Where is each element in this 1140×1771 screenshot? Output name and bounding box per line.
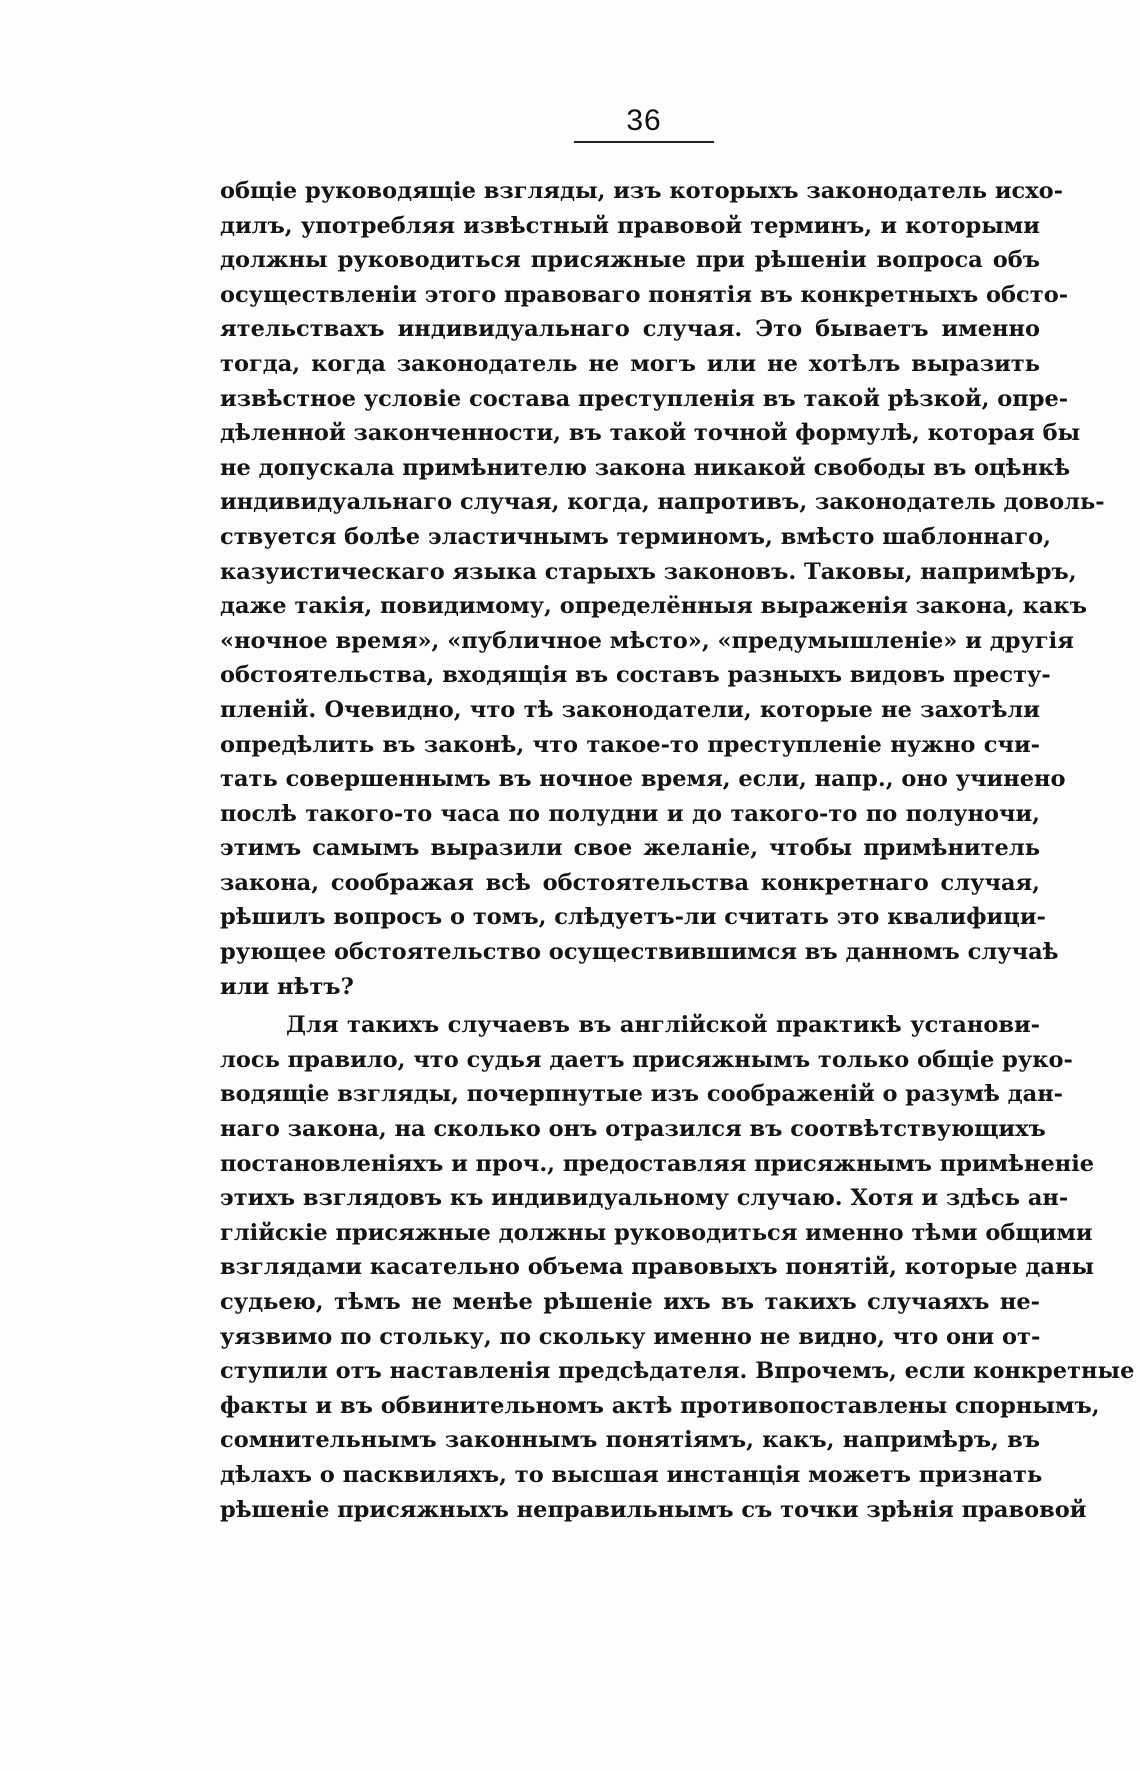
text-line: сомнительнымъ законнымъ понятіямъ, какъ, напримѣръ, въ <box>220 1427 1040 1454</box>
text-line: дилъ, употребляя извѣстный правовой терминъ, и которыми <box>220 212 1040 239</box>
text-line: ствуется болѣе эластичнымъ терминомъ, вмѣсто шаблоннаго, <box>220 523 1051 550</box>
text-line: даже такія, повидимому, определённыя выраженія закона, какъ <box>220 593 1087 620</box>
text-line: водящіе взгляды, почерпнутые изъ соображеній о разумѣ дан- <box>220 1081 1064 1108</box>
text-line: пленій. Очевидно, что тѣ законодатели, которые не захотѣли <box>220 696 1040 723</box>
text-line: уязвимо по стольку, по скольку именно не видно, что они от- <box>220 1323 1041 1350</box>
page-number-rule <box>574 141 714 143</box>
text-line: тать совершеннымъ въ ночное время, если, напр., оно учинено <box>220 766 1066 793</box>
text-line: казуистическаго языка старыхъ законовъ. Таковы, напримѣръ, <box>220 558 1077 585</box>
text-line: опредѣлить въ законѣ, что такое-то преступленіе нужно счи- <box>220 731 1040 758</box>
text-line: должны руководиться присяжные при рѣшеніи вопроса объ <box>220 247 1040 274</box>
text-line: дѣленной законченности, въ такой точной формулѣ, которая бы <box>220 420 1081 447</box>
paragraph <box>220 1008 1135 1527</box>
text-line: индивидуальнаго случая, когда, напротивъ, законодатель доволь- <box>220 489 1105 516</box>
text-line: извѣстное условіе состава преступленія въ такой рѣзкой, опре- <box>220 385 1069 412</box>
text-line: взглядами касательно объема правовыхъ понятій, которые даны <box>220 1254 1095 1281</box>
text-line: дѣлахъ о пасквиляхъ, то высшая инстанція можетъ признать <box>220 1461 1043 1488</box>
text-line: этихъ взглядовъ къ индивидуальному случаю. Хотя и здѣсь ан- <box>220 1185 1069 1212</box>
text-line: «ночное время», «публичное мѣсто», «предумышленіе» и другія <box>220 627 1074 654</box>
text-line: общіе руководящіе взгляды, изъ которыхъ законодатель исхо- <box>220 178 1063 204</box>
text-line: обстоятельства, входящія въ составъ разныхъ видовъ престу- <box>220 662 1051 689</box>
body-text <box>220 174 1135 1527</box>
text-line: глійскіе присяжные должны руководиться именно тѣми общими <box>220 1219 1093 1246</box>
text-line: ступили отъ наставленія предсѣдателя. Впрочемъ, если конкретные <box>220 1358 1135 1385</box>
paragraphs <box>220 174 1135 1527</box>
text-line: послѣ такого-то часа по полудни и до такого-то по полуночи, <box>220 800 1040 827</box>
text-line: наго закона, на сколько онъ отразился въ соотвѣтствующихъ <box>220 1116 1046 1143</box>
text-line: рѣшилъ вопросъ о томъ, слѣдуетъ-ли считать это квалифици- <box>220 904 1046 931</box>
text-line: осуществленіи этого правоваго понятія въ конкретныхъ обсто- <box>220 281 1069 308</box>
text-line: лось правило, что судья даетъ присяжнымъ только общіе руко- <box>220 1046 1073 1073</box>
text-line: этимъ самымъ выразили свое желаніе, чтобы примѣнитель <box>220 835 1040 862</box>
text-line: судьею, тѣмъ не менѣе рѣшеніе ихъ въ такихъ случаяхъ не- <box>220 1289 1040 1315</box>
text-line: закона, соображая всѣ обстоятельства конкретнаго случая, <box>220 869 1040 896</box>
text-line: или нѣтъ? <box>220 973 354 1000</box>
text-line: не допускала примѣнителю закона никакой свободы въ оцѣнкѣ <box>220 454 1071 481</box>
paragraph <box>220 174 1105 1004</box>
text-line: Для такихъ случаевъ въ англійской практикѣ установи- <box>286 1012 1040 1039</box>
text-line: рѣшеніе присяжныхъ неправильнымъ съ точки зрѣнія правовой <box>220 1496 1087 1523</box>
text-line: постановленіяхъ и проч., предоставляя присяжнымъ примѣненіе <box>220 1150 1095 1177</box>
text-line: тогда, когда законодатель не могъ или не хотѣлъ выразить <box>220 350 1040 377</box>
text-line: ятельствахъ индивидуальнаго случая. Это бываетъ именно <box>220 316 1040 343</box>
text-line: факты и въ обвинительномъ актѣ противопоставлены спорнымъ, <box>220 1392 1100 1419</box>
text-line: рующее обстоятельство осуществившимся въ данномъ случаѣ <box>220 939 1059 966</box>
page-number: 36 <box>626 104 662 137</box>
